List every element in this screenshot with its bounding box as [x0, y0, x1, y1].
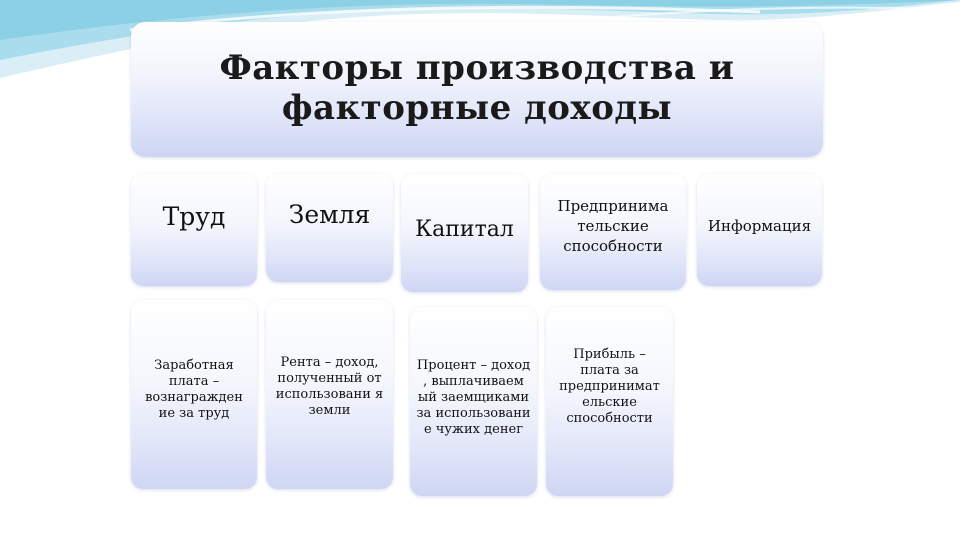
factor-box-entrepreneurship [540, 174, 686, 290]
factor-label-land: Земля [288, 199, 371, 229]
income-text-interest: Процент – доход , выплачиваем ый заемщиками за использовани е чужих денег [416, 357, 531, 437]
income-text-wages: Заработная плата – вознагражден ие за труд [145, 357, 243, 421]
factor-label-entrepreneurship: Предпринима тельские способности [557, 197, 669, 255]
income-box-rent [266, 300, 393, 489]
factor-label-information: Информация [707, 217, 812, 235]
income-text-rent: Рента – доход, полученный от использовани я земли [275, 354, 384, 418]
factor-box-land [266, 174, 393, 282]
income-box-profit [546, 307, 673, 496]
income-box-wages [131, 300, 257, 489]
income-box-interest [410, 307, 537, 496]
factor-label-capital: Капитал [415, 216, 514, 242]
income-text-profit: Прибыль – плата за предпринимат ельские способности [559, 346, 660, 426]
page-title: Факторы производства и факторные доходы [219, 47, 735, 128]
factor-box-capital [401, 174, 528, 292]
factor-label-labor: Труд [162, 201, 226, 231]
factor-box-labor [131, 174, 257, 286]
factor-box-information [697, 174, 822, 286]
title-box [131, 22, 823, 157]
